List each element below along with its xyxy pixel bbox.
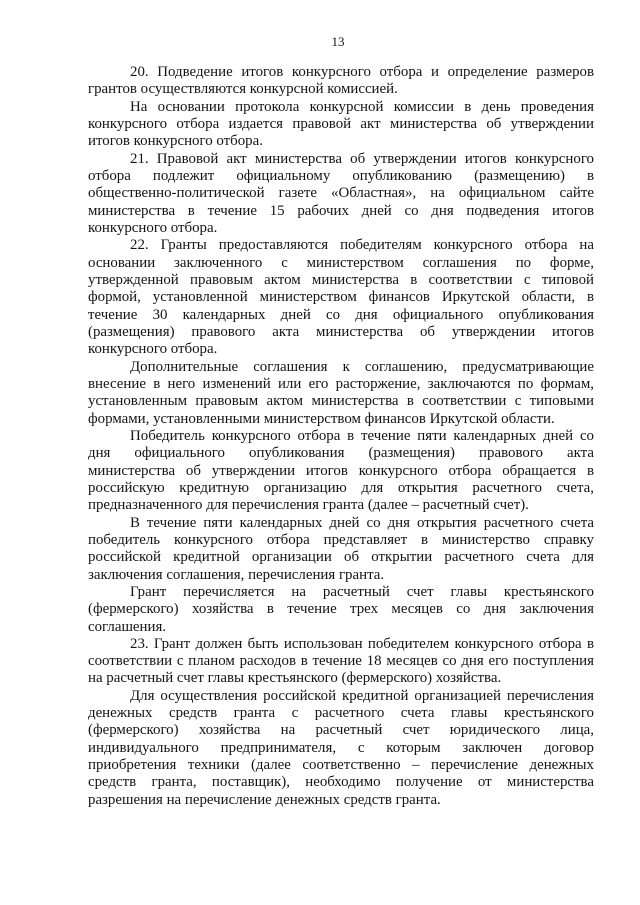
paragraph-line: итогов конкурсного отбора. bbox=[88, 133, 263, 150]
paragraph-line: российскую кредитную организацию для открытия расчетного счета, bbox=[88, 479, 594, 496]
paragraph-line: заключения соглашения, перечисления гранта. bbox=[88, 566, 385, 583]
paragraph-line: установленным правовым актом министерства в соответствии с типовыми bbox=[88, 393, 594, 410]
paragraph-line: течение 30 календарных дней со дня официального опубликования bbox=[88, 306, 594, 323]
paragraph-line: конкурсного отбора. bbox=[88, 219, 218, 236]
paragraph-line: Победитель конкурсного отбора в течение пяти календарных дней со bbox=[130, 427, 594, 444]
paragraph-line: общественно-политической газете «Областная», на официальном сайте bbox=[88, 185, 594, 202]
paragraph-line: Грант перечисляется на расчетный счет главы крестьянского bbox=[130, 583, 594, 600]
paragraph-line: В течение пяти календарных дней со дня открытия расчетного счета bbox=[130, 514, 594, 531]
paragraph-line: Дополнительные соглашения к соглашению, предусматривающие bbox=[130, 358, 594, 375]
paragraph-item-21 bbox=[88, 151, 594, 238]
paragraph-line: средств гранта, поставщик), необходимо получение от министерства bbox=[88, 774, 594, 791]
paragraph-line: денежных средств гранта с расчетного счета главы крестьянского bbox=[88, 705, 594, 722]
paragraph-line: (фермерского) хозяйства в течение трех месяцев со дня заключения bbox=[88, 601, 594, 618]
paragraph-line: соответствии с планом расходов в течение 18 месяцев со дня его поступления bbox=[88, 653, 594, 670]
paragraph-item-22 bbox=[88, 237, 594, 358]
paragraph-line: 20. Подведение итогов конкурсного отбора и определение размеров bbox=[130, 64, 594, 80]
paragraph-line: внесение в него изменений или его расторжение, заключаются по формам, bbox=[88, 375, 594, 392]
paragraph-line: основании заключенного с министерством соглашения по форме, bbox=[88, 254, 594, 271]
paragraph-commission-protocol bbox=[88, 99, 594, 151]
paragraph-line: конкурсного отбора. bbox=[88, 341, 218, 358]
paragraph-transfer-permission bbox=[88, 688, 594, 809]
paragraph-grant-transfer bbox=[88, 584, 594, 636]
paragraph-line: разрешения на перечисление денежных средств гранта. bbox=[88, 791, 441, 808]
paragraph-line: дня официального опубликования (размещения) правового акта bbox=[88, 445, 594, 462]
paragraph-line: отбора подлежит официальному опубликованию (размещению) в bbox=[88, 167, 594, 184]
paragraph-line: 22. Гранты предоставляются победителям конкурсного отбора на bbox=[130, 237, 594, 254]
paragraph-line: конкурсного отбора издается правовой акт министерства об утверждении bbox=[88, 115, 594, 132]
paragraph-line: на расчетный счет главы крестьянского (фермерского) хозяйства. bbox=[88, 670, 502, 687]
paragraph-line: формами, установленными министерством финансов Иркутской области. bbox=[88, 410, 555, 427]
paragraph-item-20 bbox=[88, 64, 594, 99]
paragraph-line: приобретения техники (далее соответственно – перечисление денежных bbox=[88, 757, 594, 774]
paragraph-line: министерства об утверждении итогов конкурсного отбора обращается в bbox=[88, 462, 594, 479]
paragraph-line: (фермерского) хозяйства на расчетный счет юридического лица, bbox=[88, 722, 594, 739]
paragraph-bank-certificate bbox=[88, 515, 594, 584]
paragraph-additional-agreements bbox=[88, 359, 594, 428]
page-number: 13 bbox=[331, 34, 345, 49]
paragraph-line: Для осуществления российской кредитной организацией перечисления bbox=[130, 687, 594, 704]
paragraph-line: 21. Правовой акт министерства об утверждении итогов конкурсного bbox=[130, 150, 594, 167]
paragraph-line: формой, установленной министерством финансов Иркутской области, в bbox=[88, 289, 594, 306]
paragraph-line: грантов осуществляются конкурсной комиссией. bbox=[88, 81, 398, 98]
paragraph-line: На основании протокола конкурсной комиссии в день проведения bbox=[130, 98, 594, 115]
paragraph-winner-account-opening bbox=[88, 428, 594, 515]
paragraph-line: предназначенного для перечисления гранта (далее – расчетный счет). bbox=[88, 497, 529, 514]
document-body bbox=[88, 64, 594, 809]
paragraph-line: утвержденной правовым актом министерства в соответствии с типовой bbox=[88, 271, 594, 288]
paragraph-line: (размещения) правового акта министерства об утверждении итогов bbox=[88, 323, 594, 340]
paragraph-item-23 bbox=[88, 636, 594, 688]
paragraph-line: соглашения. bbox=[88, 618, 167, 635]
paragraph-line: российской кредитной организации об открытии расчетного счета для bbox=[88, 549, 594, 566]
paragraph-line: индивидуального предпринимателя, с которым заключен договор bbox=[88, 739, 594, 756]
paragraph-line: 23. Грант должен быть использован победителем конкурсного отбора в bbox=[130, 635, 594, 652]
paragraph-line: победитель конкурсного отбора представляет в министерство справку bbox=[88, 531, 594, 548]
paragraph-line: министерства в течение 15 рабочих дней со дня подведения итогов bbox=[88, 202, 594, 219]
